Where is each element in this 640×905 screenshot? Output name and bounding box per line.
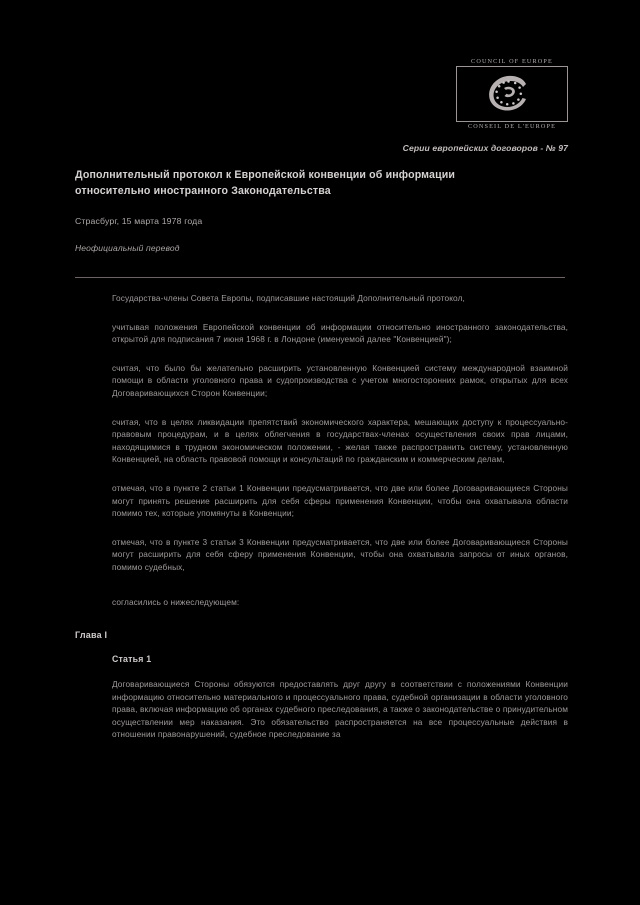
place-and-date: Страсбург, 15 марта 1978 года xyxy=(75,216,203,226)
logo-top-caption: COUNCIL OF EUROPE xyxy=(471,58,553,65)
logo-frame xyxy=(456,66,568,122)
preamble-paragraph: учитывая положения Европейской конвенции об информации относительно иностранного законодательства, открытой для подписания 7 июня 1968 г. в Лондоне (именуемой далее "Конвенцией"); xyxy=(112,321,568,345)
preamble-paragraph: отмечая, что в пункте 2 статьи 1 Конвенции предусматривается, что две или более Договаривающиеся Стороны могут принять решение расширить для себя сферы применения Конвенции, чтобы она охватывала области помимо тех, которые упомянуты в Конвенции; xyxy=(112,482,568,519)
agreement-line: согласились о нижеследующем: xyxy=(112,596,240,607)
council-of-europe-logo xyxy=(456,57,568,131)
document-header xyxy=(0,0,640,160)
header-divider xyxy=(75,277,565,278)
preamble-paragraph: считая, что было бы желательно расширить установленную Конвенцией систему международной взаимной помощи в области уголовного права и судопроизводства с учетом многосторонних рамок, открытых для всех Договаривающихся Сторон Конвенции; xyxy=(112,362,568,398)
document-body xyxy=(0,292,640,757)
article-heading: Статья 1 xyxy=(112,654,152,665)
preamble-paragraph: отмечая, что в пункте 3 статьи 3 Конвенции предусматривается, что две или более Договаривающиеся Стороны могут расширить для себя сферу применения Конвенции, чтобы она охватывала запросы от иных органов, помимо судебных, xyxy=(112,536,568,572)
preamble-paragraph: считая, что в целях ликвидации препятствий экономического характера, мешающих доступу к процессуально-правовым процедурам, и в целях облегчения в государствах-членах осуществления своих прав лицами, находящимися в трудном экономическом положении, - желая также распространить систему, установленную Конвенцией, на область правовой помощи и консультаций по гражданским и коммерческим делам, xyxy=(112,416,568,465)
preamble-paragraph: Государства-члены Совета Европы, подписавшие настоящий Дополнительный протокол, xyxy=(112,293,465,303)
logo-bottom-caption: CONSEIL DE L'EUROPE xyxy=(467,123,557,130)
article-body-paragraph: Договаривающиеся Стороны обязуются предоставлять друг другу в соответствии с положениями Конвенции информацию относительно материального и процессуального права, судебной организации в области уголовного права, включая информацию об органах судебного преследования, а также о законодательстве о принудительном осуществлении мер наказания. Это обязательство распространяется на все процессуальные действия в отношении правонарушений, судебное преследование за xyxy=(112,679,568,740)
document-title xyxy=(75,168,555,199)
page-title-line-2: относительно иностранного Законодательства xyxy=(75,184,331,197)
translation-note: Неофициальный перевод xyxy=(75,243,180,253)
treaty-series-line: Серии европейских договоров - № 97 xyxy=(402,143,568,153)
chapter-heading: Глава I xyxy=(75,630,108,641)
page-title-line-1: Дополнительный протокол к Европейской конвенции об информации xyxy=(75,169,456,181)
council-of-europe-stars-emblem xyxy=(479,72,545,116)
